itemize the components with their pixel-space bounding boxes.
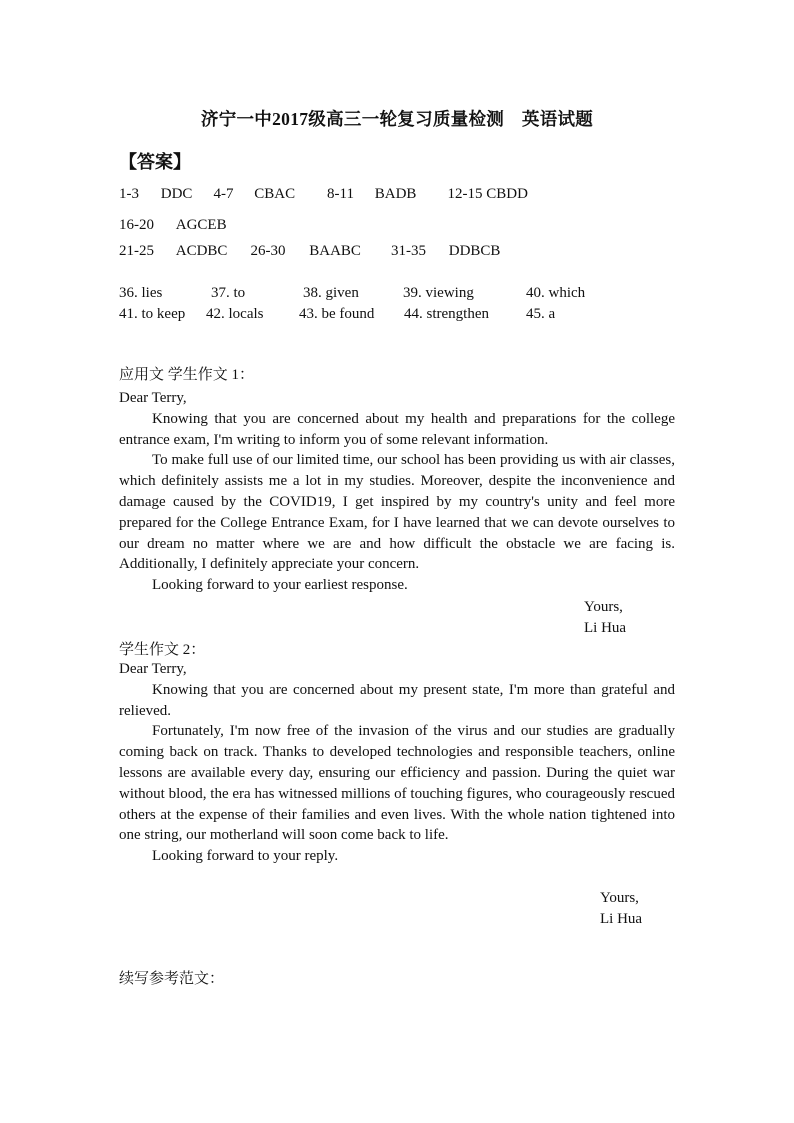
answer-range: 4-7 — [213, 186, 234, 202]
answer-range: 8-11 — [327, 186, 354, 202]
answer-value: ACDBC — [175, 243, 228, 259]
cloze-answer: 45. a — [526, 306, 556, 322]
answer-line-3 — [119, 243, 500, 260]
essay-2-label: 学生作文 2： — [119, 642, 206, 658]
essay-1-body — [119, 388, 675, 596]
answer-value: DDBCB — [448, 243, 501, 259]
answer-heading: 【答案】 — [119, 152, 191, 172]
essay-1-greeting: Dear Terry, — [119, 390, 187, 406]
answer-value: DDC — [160, 186, 193, 202]
essay-1-label: 应用文 学生作文 1： — [119, 367, 255, 383]
cloze-answer: 44. strengthen — [404, 306, 489, 322]
answer-value: AGCEB — [175, 217, 227, 233]
cloze-answer: 39. viewing — [403, 285, 474, 301]
cloze-answer: 41. to keep — [119, 306, 186, 322]
essay-1-paragraph: Knowing that you are concerned about my health and preparations for the college entrance exam, I'm writing to inform you of some relevant information. — [119, 410, 675, 448]
cloze-answer: 43. be found — [299, 306, 375, 322]
essay-1-paragraph: To make full use of our limited time, our school has been providing us with air classes, which definitely assists me a lot in my studies. Moreover, despite the inconvenience and damage caused by the COVID19, I get inspired by my country's unity and feel more prepared for the College Entrance Exam, for I have learned that we can devote ourselves to our dream no matter where we are and how difficult the obstacle we are facing is. Additionally, I definitely appreciate your concern. — [119, 452, 675, 573]
essay-2-greeting: Dear Terry, — [119, 661, 187, 677]
essay-2-paragraph: Fortunately, I'm now free of the invasion of the virus and our studies are gradually coming back on track. Thanks to developed technologies and responsible teachers, online lessons are available every day, ensuring our efficiency and passion. During the quiet war without blood, the era has witnessed millions of touching figures, who courageously rescued others at the expense of their families and even lives. With the whole nation tightened into one string, our motherland will soon come back to life. — [119, 723, 675, 844]
answer-range: 16-20 — [119, 217, 154, 233]
cloze-row-1 — [119, 285, 719, 305]
cloze-answer: 38. given — [303, 285, 359, 301]
cloze-answer: 42. locals — [206, 306, 264, 322]
cloze-answer: 36. lies — [119, 285, 163, 301]
cloze-answer: 40. which — [526, 285, 586, 301]
essay-2-signature: Li Hua — [600, 911, 643, 927]
essay-1-closing: Yours, — [584, 599, 623, 615]
essay-2-paragraph: Knowing that you are concerned about my present state, I'm more than grateful and relieved. — [119, 681, 675, 719]
answer-range: 31-35 — [391, 243, 426, 259]
continuation-label: 续写参考范文： — [119, 971, 225, 987]
answer-value: BAABC — [309, 243, 361, 259]
essay-1-paragraph: Looking forward to your earliest response. — [152, 577, 408, 594]
page-title: 济宁一中2017级高三一轮复习质量检测 英语试题 — [200, 109, 594, 129]
answer-line-2 — [119, 217, 227, 234]
answer-range: 1-3 — [119, 186, 139, 202]
answer-range-value: 12-15 CBDD — [447, 186, 528, 202]
answer-value: CBAC — [254, 186, 296, 202]
cloze-answer: 37. to — [211, 285, 246, 301]
answer-range: 21-25 — [119, 243, 154, 259]
essay-1-signature: Li Hua — [584, 620, 627, 636]
answer-value: BADB — [374, 186, 417, 202]
cloze-row-2 — [119, 306, 719, 326]
essay-2-paragraph: Looking forward to your reply. — [152, 848, 339, 865]
essay-2-body — [119, 659, 675, 867]
essay-2-closing: Yours, — [600, 890, 639, 906]
answer-range: 26-30 — [250, 243, 286, 259]
answer-line-1 — [119, 186, 528, 203]
